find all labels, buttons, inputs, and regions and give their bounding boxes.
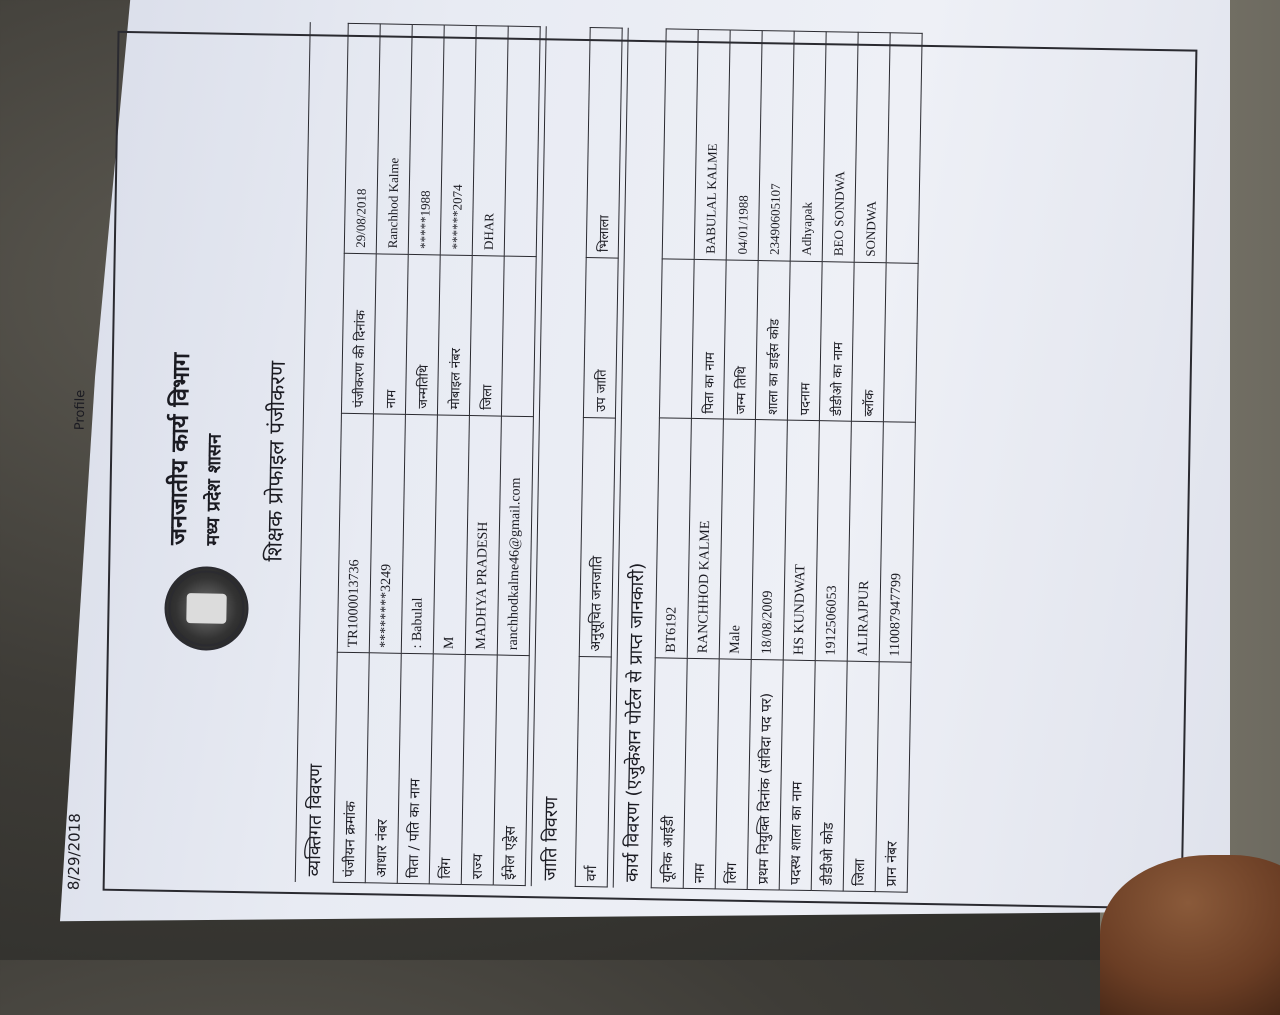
field-label: ईमेल एड्रेस [493,655,529,885]
field-value: अनुसूचित जनजाति [579,417,615,657]
field-value: TR1000013736 [337,413,373,653]
caste-details-heading: जाति विवरण [531,26,584,887]
print-page-title: Profile [72,389,89,431]
field-label: डीडीओ का नाम [819,261,854,421]
field-value: HS KUNDWAT [783,421,819,661]
field-label: पंजीकरण की दिनांक [341,253,376,413]
field-value: 29/08/2018 [344,23,380,253]
field-label: यूनिक आईडी [651,658,687,888]
page-title: शिक्षक प्रोफाइल पंजीकरण [262,360,290,562]
field-value: 110087947799 [879,422,915,662]
field-value: भिलाला [586,28,622,258]
field-value: RANCHHOD KALME [687,419,723,659]
field-value: 23490605107 [758,31,794,261]
field-value: BT6192 [655,418,691,658]
field-label: डीडीओ कोड [811,661,847,891]
field-label: प्रान नंबर [875,662,911,892]
department-name: जनजातीय कार्य विभाग [165,352,195,546]
field-label: वर्ग [575,657,611,887]
field-value: 1912506053 [815,421,851,661]
field-value: M [433,414,469,654]
field-label: आधार नंबर [365,653,401,883]
field-label: पिता / पति का नाम [397,654,433,884]
personal-details-table [333,23,541,886]
work-details-heading: कार्य विवरण (एजुकेशन पोर्टल से प्राप्त जानकारी) [613,28,666,889]
field-label [501,256,536,416]
field-value: BEO SONDWA [822,32,858,262]
print-date: 8/29/2018 [64,813,84,891]
field-label: पदनाम [787,261,822,421]
document [62,20,1217,920]
personal-details-heading: व्यक्तिगत विवरण [295,22,348,883]
field-label: शाला का डाईस कोड [755,260,790,420]
field-value: Adhyapak [790,31,826,261]
work-details-table [651,28,923,892]
field-label: पिता का नाम [691,259,726,419]
field-label: लिंग [429,654,465,884]
field-value: MADHYA PRADESH [465,415,501,655]
field-label [659,258,694,418]
field-label: जिला [469,255,504,415]
field-value [662,29,698,259]
mp-government-emblem-icon [164,566,249,651]
field-label: उप जाति [583,257,618,417]
field-value: : Babulal [401,414,437,654]
field-label: प्रथम नियुक्ति दिनांक (संविदा पद पर) [747,660,783,890]
field-label: जिला [843,661,879,891]
field-value: 18/08/2009 [751,420,787,660]
field-value: BABULAL KALME [694,29,730,259]
field-label: नाम [373,254,408,414]
field-value: Ranchhod Kalme [376,24,412,254]
field-label: ब्लॉक [851,262,886,422]
field-value: *****1988 [408,24,444,254]
field-label: पंजीयन क्रमांक [333,653,369,883]
document-frame [103,31,1198,910]
field-value: ******2074 [440,25,476,255]
field-label: राज्य [461,655,497,885]
field-label: जन्मतिथि [405,254,440,414]
field-label: लिंग [715,659,751,889]
field-label: मोबाइल नंबर [437,255,472,415]
field-value: Male [719,419,755,659]
field-value [504,26,540,256]
field-value: SONDWA [854,32,890,262]
state-government: मध्य प्रदेश शासन [202,433,226,546]
field-value: ranchhodkalme46@gmail.com [497,416,533,656]
field-value: ALIRAJPUR [847,422,883,662]
field-value: DHAR [472,26,508,256]
field-label: नाम [683,658,719,888]
field-value: ********3249 [369,413,405,653]
field-label: जन्म तिथि [723,260,758,420]
field-label: पदस्थ शाला का नाम [779,660,815,890]
field-label [883,262,918,422]
field-value: 04/01/1988 [726,30,762,260]
field-value [886,33,922,263]
